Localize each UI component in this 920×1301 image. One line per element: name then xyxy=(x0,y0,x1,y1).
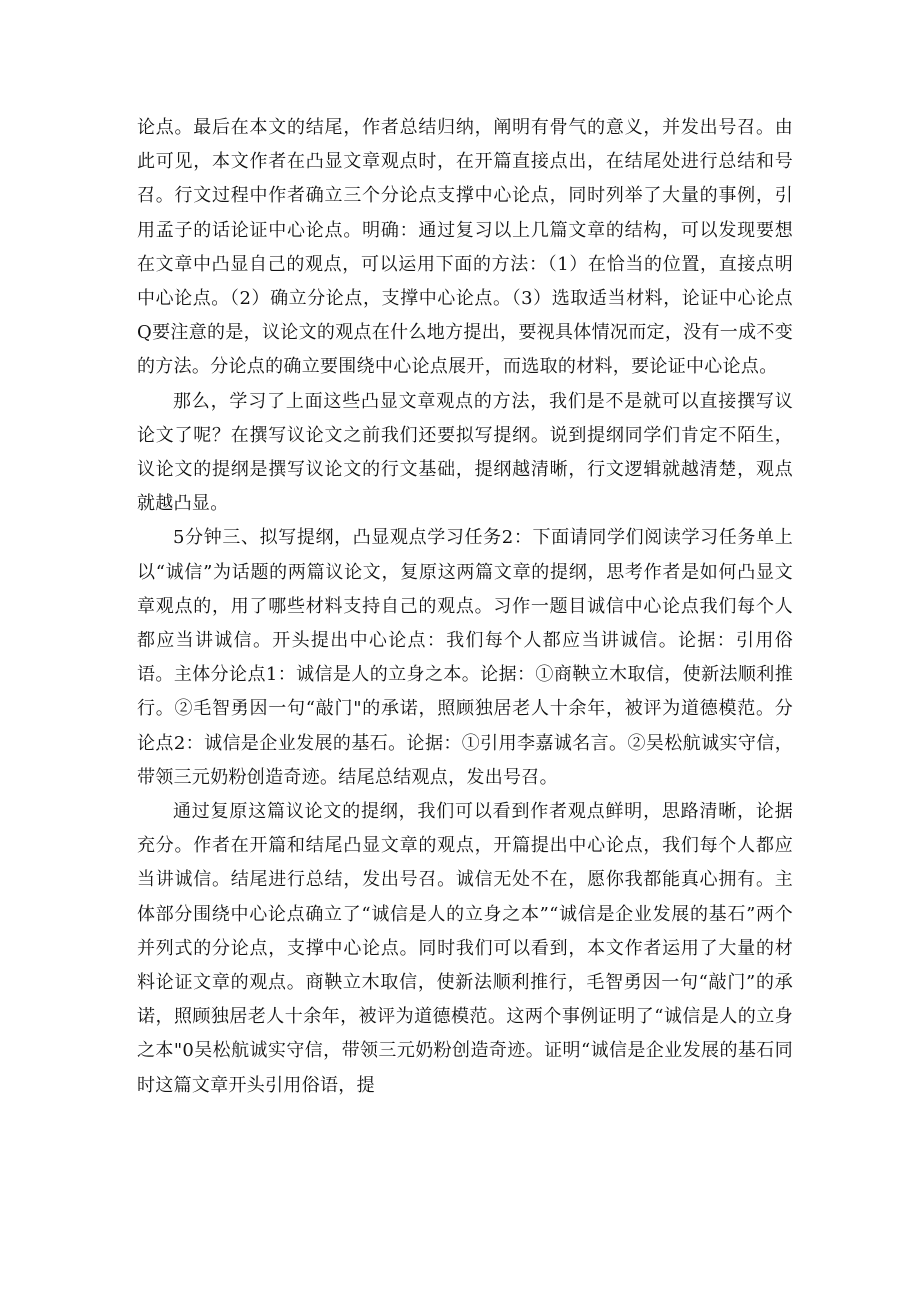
paragraph-4: 通过复原这篇议论文的提纲，我们可以看到作者观点鲜明，思路清晰，论据充分。作者在开篇和结尾凸显文章的观点，开篇提出中心论点，我们每个人都应当讲诚信。结尾进行总结，发出号召。诚信无处不在，愿你我都能真心拥有。主体部分围绕中心论点确立了“诚信是人的立身之本”“诚信是企业发展的基石”两个并列式的分论点，支撑中心论点。同时我们可以看到，本文作者运用了大量的材料论证文章的观点。商鞅立木取信，使新法顺利推行，毛智勇因一句“敲门”的承诺，照顾独居老人十余年，被评为道德模范。这两个事例证明了“诚信是人的立身之本"0吴松航诚实守信，带领三元奶粉创造奇迹。证明“诚信是企业发展的基石同时这篇文章开头引用俗语，提 xyxy=(137,801,793,1096)
paragraph-2: 那么，学习了上面这些凸显文章观点的方法，我们是不是就可以直接撰写议论文了呢？在撰写议论文之前我们还要拟写提纲。说到提纲同学们肯定不陌生，议论文的提纲是撰写议论文的行文基础，提纲越清晰，行文逻辑就越清楚，观点就越凸显。 xyxy=(137,390,793,515)
document-body xyxy=(137,111,793,1103)
paragraph-1: 论点。最后在本文的结尾，作者总结归纳，阐明有骨气的意义，并发出号召。由此可见，本文作者在凸显文章观点时，在开篇直接点出，在结尾处进行总结和号召。行文过程中作者确立三个分论点支撑中心论点，同时列举了大量的事例，引用孟子的话论证中心论点。明确：通过复习以上几篇文章的结构，可以发现要想在文章中凸显自己的观点，可以运用下面的方法：（1）在恰当的位置，直接点明中心论点。（2）确立分论点，支撑中心论点。（3）选取适当材料，论证中心论点Q要注意的是，议论文的观点在什么地方提出，要视具体情况而定，没有一成不变的方法。分论点的确立要围绕中心论点展开，而选取的材料，要论证中心论点。 xyxy=(137,117,793,378)
paragraph-3: 5分钟三、拟写提纲，凸显观点学习任务2：下面请同学们阅读学习任务单上以“诚信”为话题的两篇议论文，复原这两篇文章的提纲，思考作者是如何凸显文章观点的，用了哪些材料支持自己的观点。习作一题目诚信中心论点我们每个人都应当讲诚信。开头提出中心论点：我们每个人都应当讲诚信。论据：引用俗语。主体分论点1：诚信是人的立身之本。论据：①商鞅立木取信，使新法顺利推行。②毛智勇因一句“敲门"的承诺，照顾独居老人十余年，被评为道德模范。分论点2：诚信是企业发展的基石。论据：①引用李嘉诚名言。②吴松航诚实守信，带领三元奶粉创造奇迹。结尾总结观点，发出号召。 xyxy=(137,527,793,788)
